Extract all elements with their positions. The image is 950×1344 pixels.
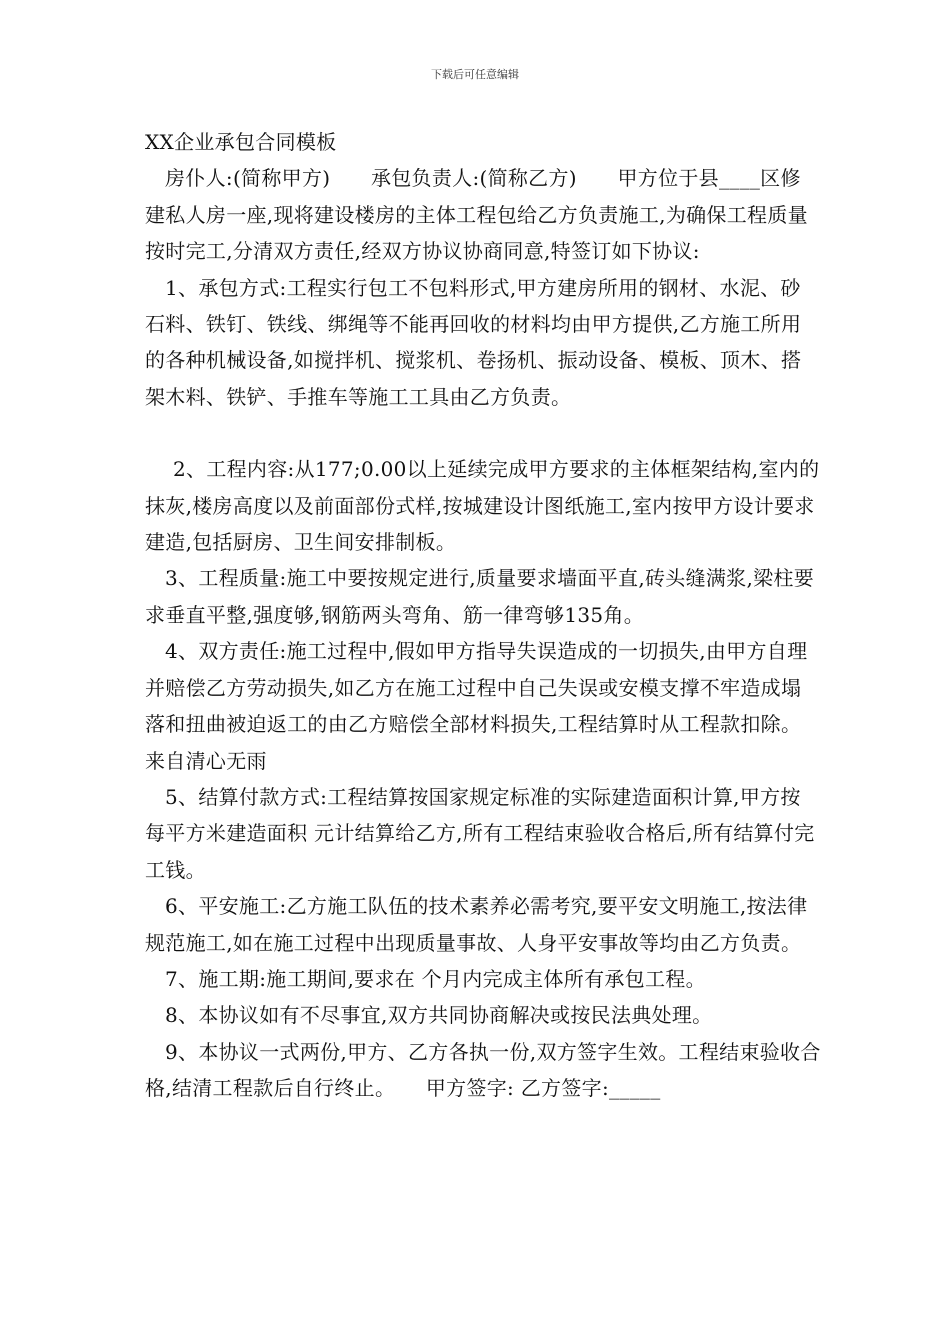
clause-7: 7、施工期:施工期间,要求在 个月内完成主体所有承包工程。: [165, 966, 706, 991]
clause-1: 1、承包方式:工程实行包工不包料形式,甲方建房所用的钢材、水泥、砂石料、铁钉、铁线、绑绳等不能再回收的材料均由甲方提供,乙方施工所用的各种机械设备,如搅拌机、搅浆机、卷扬机、振动设备、模板、顶木、搭架木料、铁铲、手推车等施工工具由乙方负责。: [145, 275, 802, 409]
contract-body: [145, 124, 821, 1107]
intro-paragraph: 房仆人:(简称甲方) 承包负责人:(简称乙方) 甲方位于县____区修建私人房一座,现将建设楼房的主体工程包给乙方负责施工,为确保工程质量按时完工,分清双方责任,经双方协议协商同意,特签订如下协议:: [145, 166, 808, 264]
clause-5: 5、结算付款方式:工程结算按国家规定标准的实际建造面积计算,甲方按每平方米建造面积 元计结算给乙方,所有工程结束验收合格后,所有结算付完工钱。: [145, 784, 815, 882]
clause-2: 2、工程内容:从177;0.00以上延续完成甲方要求的主体框架结构,室内的抹灰,楼房高度以及前面部份式样,按城建设计图纸施工,室内按甲方设计要求建造,包括厨房、卫生间安排制板。: [145, 457, 820, 555]
document-title: XX企业承包合同模板: [145, 130, 337, 154]
clause-9: 9、本协议一式两份,甲方、乙方各执一份,双方签字生效。工程结束验收合格,结清工程款后自行终止。 甲方签字: 乙方签字:_____: [145, 1039, 821, 1101]
paragraph-gap: [145, 415, 821, 451]
page-header-note: 下载后可任意编辑: [431, 68, 519, 81]
clause-8: 8、本协议如有不尽事宜,双方共同协商解决或按民法典处理。: [165, 1003, 713, 1028]
clause-4: 4、双方责任:施工过程中,假如甲方指导失误造成的一切损失,由甲方自理并赔偿乙方劳动损失,如乙方在施工过程中自己失误或安模支撑不牢造成塌落和扭曲被迫返工的由乙方赔偿全部材料损失,工程结算时从工程款扣除。来自清心无雨: [145, 639, 808, 773]
clause-6: 6、平安施工:乙方施工队伍的技术素养必需考究,要平安文明施工,按法律规范施工,如在施工过程中出现质量事故、人身平安事故等均由乙方负责。: [145, 894, 808, 955]
clause-3: 3、工程质量:施工中要按规定进行,质量要求墙面平直,砖头缝满浆,梁柱要求垂直平整,强度够,钢筋两头弯角、筋一律弯够135角。: [145, 566, 815, 627]
